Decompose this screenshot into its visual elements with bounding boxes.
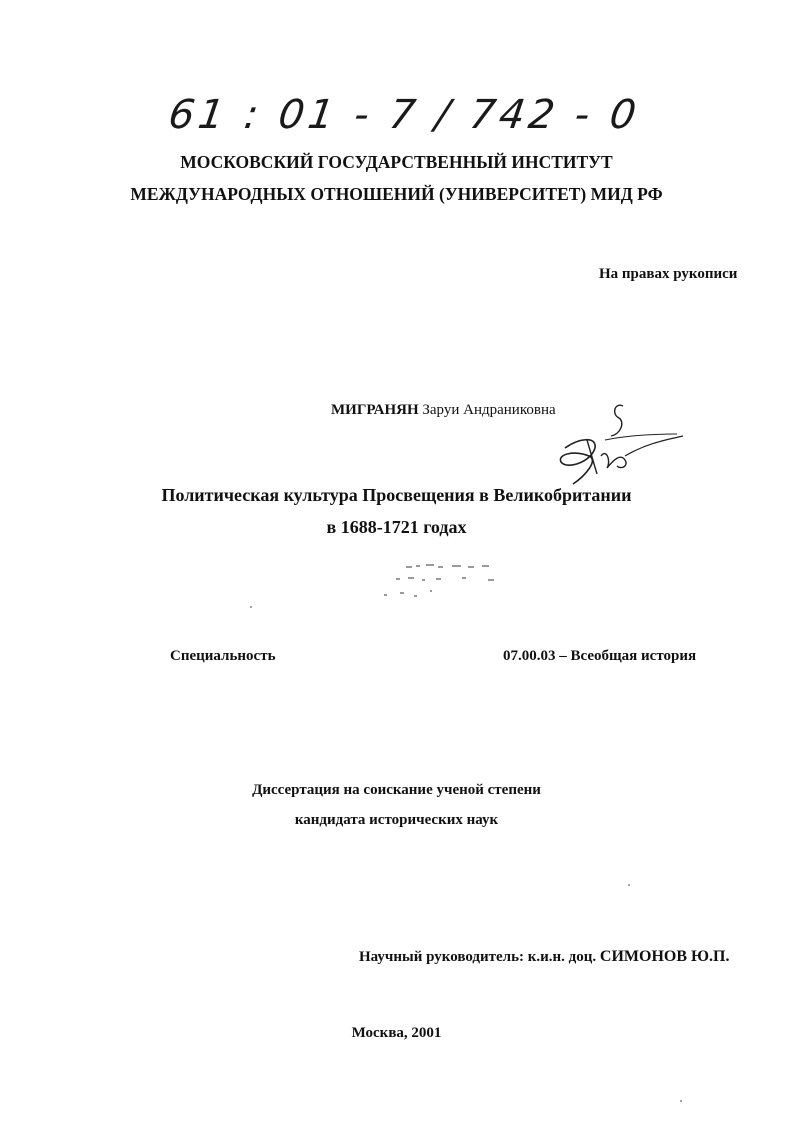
institution-line-2: МЕЖДУНАРОДНЫХ ОТНОШЕНИЙ (УНИВЕРСИТЕТ) МИД РФ	[130, 184, 663, 204]
manuscript-rights-note: На правах рукописи	[599, 266, 738, 282]
scan-speck	[250, 606, 252, 608]
scientific-advisor	[359, 948, 729, 966]
place-and-year: Москва, 2001	[351, 1025, 442, 1041]
scan-speck	[628, 884, 630, 886]
author-line	[331, 402, 556, 419]
dissertation-title-line-2: в 1688-1721 годах	[326, 517, 467, 537]
dissertation-degree-line-2: кандидата исторических наук	[294, 812, 499, 828]
handwritten-archive-code: 61 : 01 - 7 / 742 - 0	[165, 92, 643, 138]
signature-icon	[545, 400, 685, 490]
institution-line-1: МОСКОВСКИЙ ГОСУДАРСТВЕННЫЙ ИНСТИТУТ	[180, 152, 613, 172]
author-given-names: Заруи Андраниковна	[422, 402, 556, 418]
advisor-prefix: Научный руководитель: к.и.н. доц.	[359, 949, 597, 965]
faded-stamp-icon	[378, 560, 528, 610]
dissertation-title-line-1: Политическая культура Просвещения в Великобритании	[161, 485, 632, 505]
specialty-label: Специальность	[170, 648, 276, 664]
dissertation-degree-line-1: Диссертация на соискание ученой степени	[252, 782, 541, 798]
author-surname: МИГРАНЯН	[331, 402, 419, 418]
scan-speck	[680, 1100, 682, 1102]
advisor-name: СИМОНОВ Ю.П.	[599, 948, 730, 965]
specialty-value: 07.00.03 – Всеобщая история	[503, 648, 697, 664]
